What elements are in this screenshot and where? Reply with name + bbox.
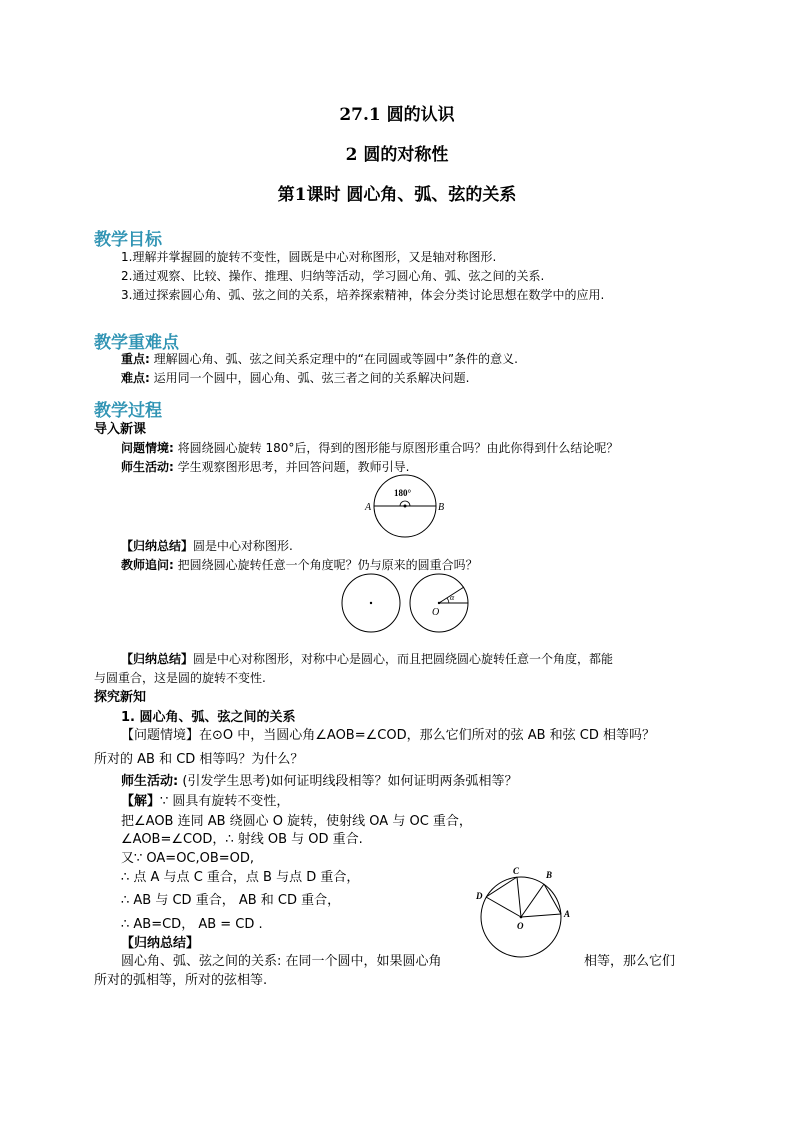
goal-item: 3.通过探索圆心角、弧、弦之间的关系，培养探索精神，体会分类讨论思想在数学中的应用. (121, 288, 605, 302)
focus-line (121, 350, 518, 367)
subsection-heading: 1. 圆心角、弧、弦之间的关系 (121, 710, 296, 725)
question-text: 将圆绕圆心旋转 180°后，得到的图形能与原图形重合吗？由此你得到什么结论呢？ (173, 441, 619, 455)
label-alpha: α (450, 593, 455, 602)
proof-line: ∴ AB=CD， AB = CD . (121, 917, 263, 932)
activity2-text: (引发学生思考)如何证明线段相等？如何证明两条弧相等？ (178, 774, 518, 789)
proof-line: 又∵ OA=OC,OB=OD, (121, 851, 255, 866)
figure-circle-180 (360, 473, 450, 539)
label-angle: 180° (394, 488, 412, 498)
ask-text: 把圆绕圆心旋转任意一个角度呢？仍与原来的圆重合吗？ (173, 558, 478, 572)
problem-line: 【问题情境】在⊙O 中，当圆心角∠AOB=∠COD，那么它们所对的弦 AB 和弦 CD 相等吗？ (121, 728, 656, 743)
ask-label: 教师追问: (121, 558, 174, 572)
difficulty-text: 运用同一个圆中，圆心角、弧、弦三者之间的关系解决问题. (149, 371, 470, 385)
lesson-title: 第1课时 圆心角、弧、弦的关系 (277, 185, 517, 205)
activity2-label: 师生活动: (121, 774, 179, 789)
figure-two-circles (340, 573, 472, 635)
focus-label: 重点: (121, 352, 150, 366)
activity2-line (121, 770, 517, 789)
activity-label: 师生活动: (121, 460, 174, 474)
solution-line (121, 790, 289, 809)
proof-line: ∴ AB 与 CD 重合， AB 和 CD 重合， (121, 893, 341, 908)
label-c: C (513, 866, 520, 876)
solution-label: 【解】 (121, 794, 161, 809)
difficulty-line (121, 369, 469, 386)
problem-line-2: 所对的 AB 和 CD 相等吗？为什么？ (94, 752, 304, 767)
difficulty-label: 难点: (121, 371, 150, 385)
summary-text: 圆是中心对称图形. (193, 539, 293, 553)
label-b: B (546, 870, 553, 880)
proof-line: ∴ 点 A 与点 C 重合，点 B 与点 D 重合， (121, 870, 360, 885)
goal-item: 1.理解并掌握圆的旋转不变性，圆既是中心对称图形，又是轴对称图形. (121, 250, 497, 264)
solution-text: ∵ 圆具有旋转不变性， (160, 794, 290, 809)
proof-line: 把∠AOB 连同 AB 绕圆心 O 旋转，使射线 OA 与 OC 重合， (121, 814, 472, 829)
key-heading: 教学重难点 (94, 333, 179, 353)
proof-line: ∠AOB=∠COD，∴ 射线 OB 与 OD 重合. (121, 832, 363, 847)
summary-3-label (121, 932, 199, 951)
summary-1 (121, 537, 293, 554)
label-b: B (438, 502, 445, 513)
section-title: 2 圆的对称性 (345, 145, 449, 165)
process-heading: 教学过程 (94, 401, 162, 421)
explore-heading: 探究新知 (94, 690, 147, 705)
summary-label: 【归纳总结】 (121, 936, 200, 951)
summary-2 (121, 650, 613, 667)
goals-heading: 教学目标 (94, 230, 162, 250)
figure-chords (470, 860, 582, 960)
summary-2-cont: 与圆重合，这是圆的旋转不变性. (94, 671, 266, 685)
summary-3-line-2: 所对的弧相等，所对的弦相等. (94, 973, 268, 988)
summary-3-line: 圆心角、弧、弦之间的关系: 在同一个圆中，如果圆心角 (121, 954, 442, 969)
intro-heading: 导入新课 (94, 422, 147, 437)
focus-text: 理解圆心角、弧、弦之间关系定理中的“在同圆或等圆中”条件的意义. (149, 352, 518, 366)
label-d: D (476, 891, 483, 901)
label-o: O (432, 607, 440, 618)
label-a: A (564, 909, 571, 919)
label-a: A (365, 502, 372, 513)
ask-line (121, 556, 478, 573)
label-o: O (517, 921, 524, 931)
page-title: 27.1 圆的认识 (339, 105, 455, 125)
summary-label: 【归纳总结】 (121, 652, 194, 666)
summary-3-line-end: 相等，那么它们 (584, 954, 676, 969)
goal-item: 2.通过观察、比较、操作、推理、归纳等活动，学习圆心角、弧、弦之间的关系. (121, 269, 545, 283)
summary-label: 【归纳总结】 (121, 539, 194, 553)
question-line (121, 439, 618, 456)
activity-text: 学生观察图形思考，并回答问题，教师引导. (173, 460, 410, 474)
summary-text: 圆是中心对称图形，对称中心是圆心，而且把圆绕圆心旋转任意一个角度，都能 (193, 652, 614, 666)
question-label: 问题情境: (121, 441, 174, 455)
